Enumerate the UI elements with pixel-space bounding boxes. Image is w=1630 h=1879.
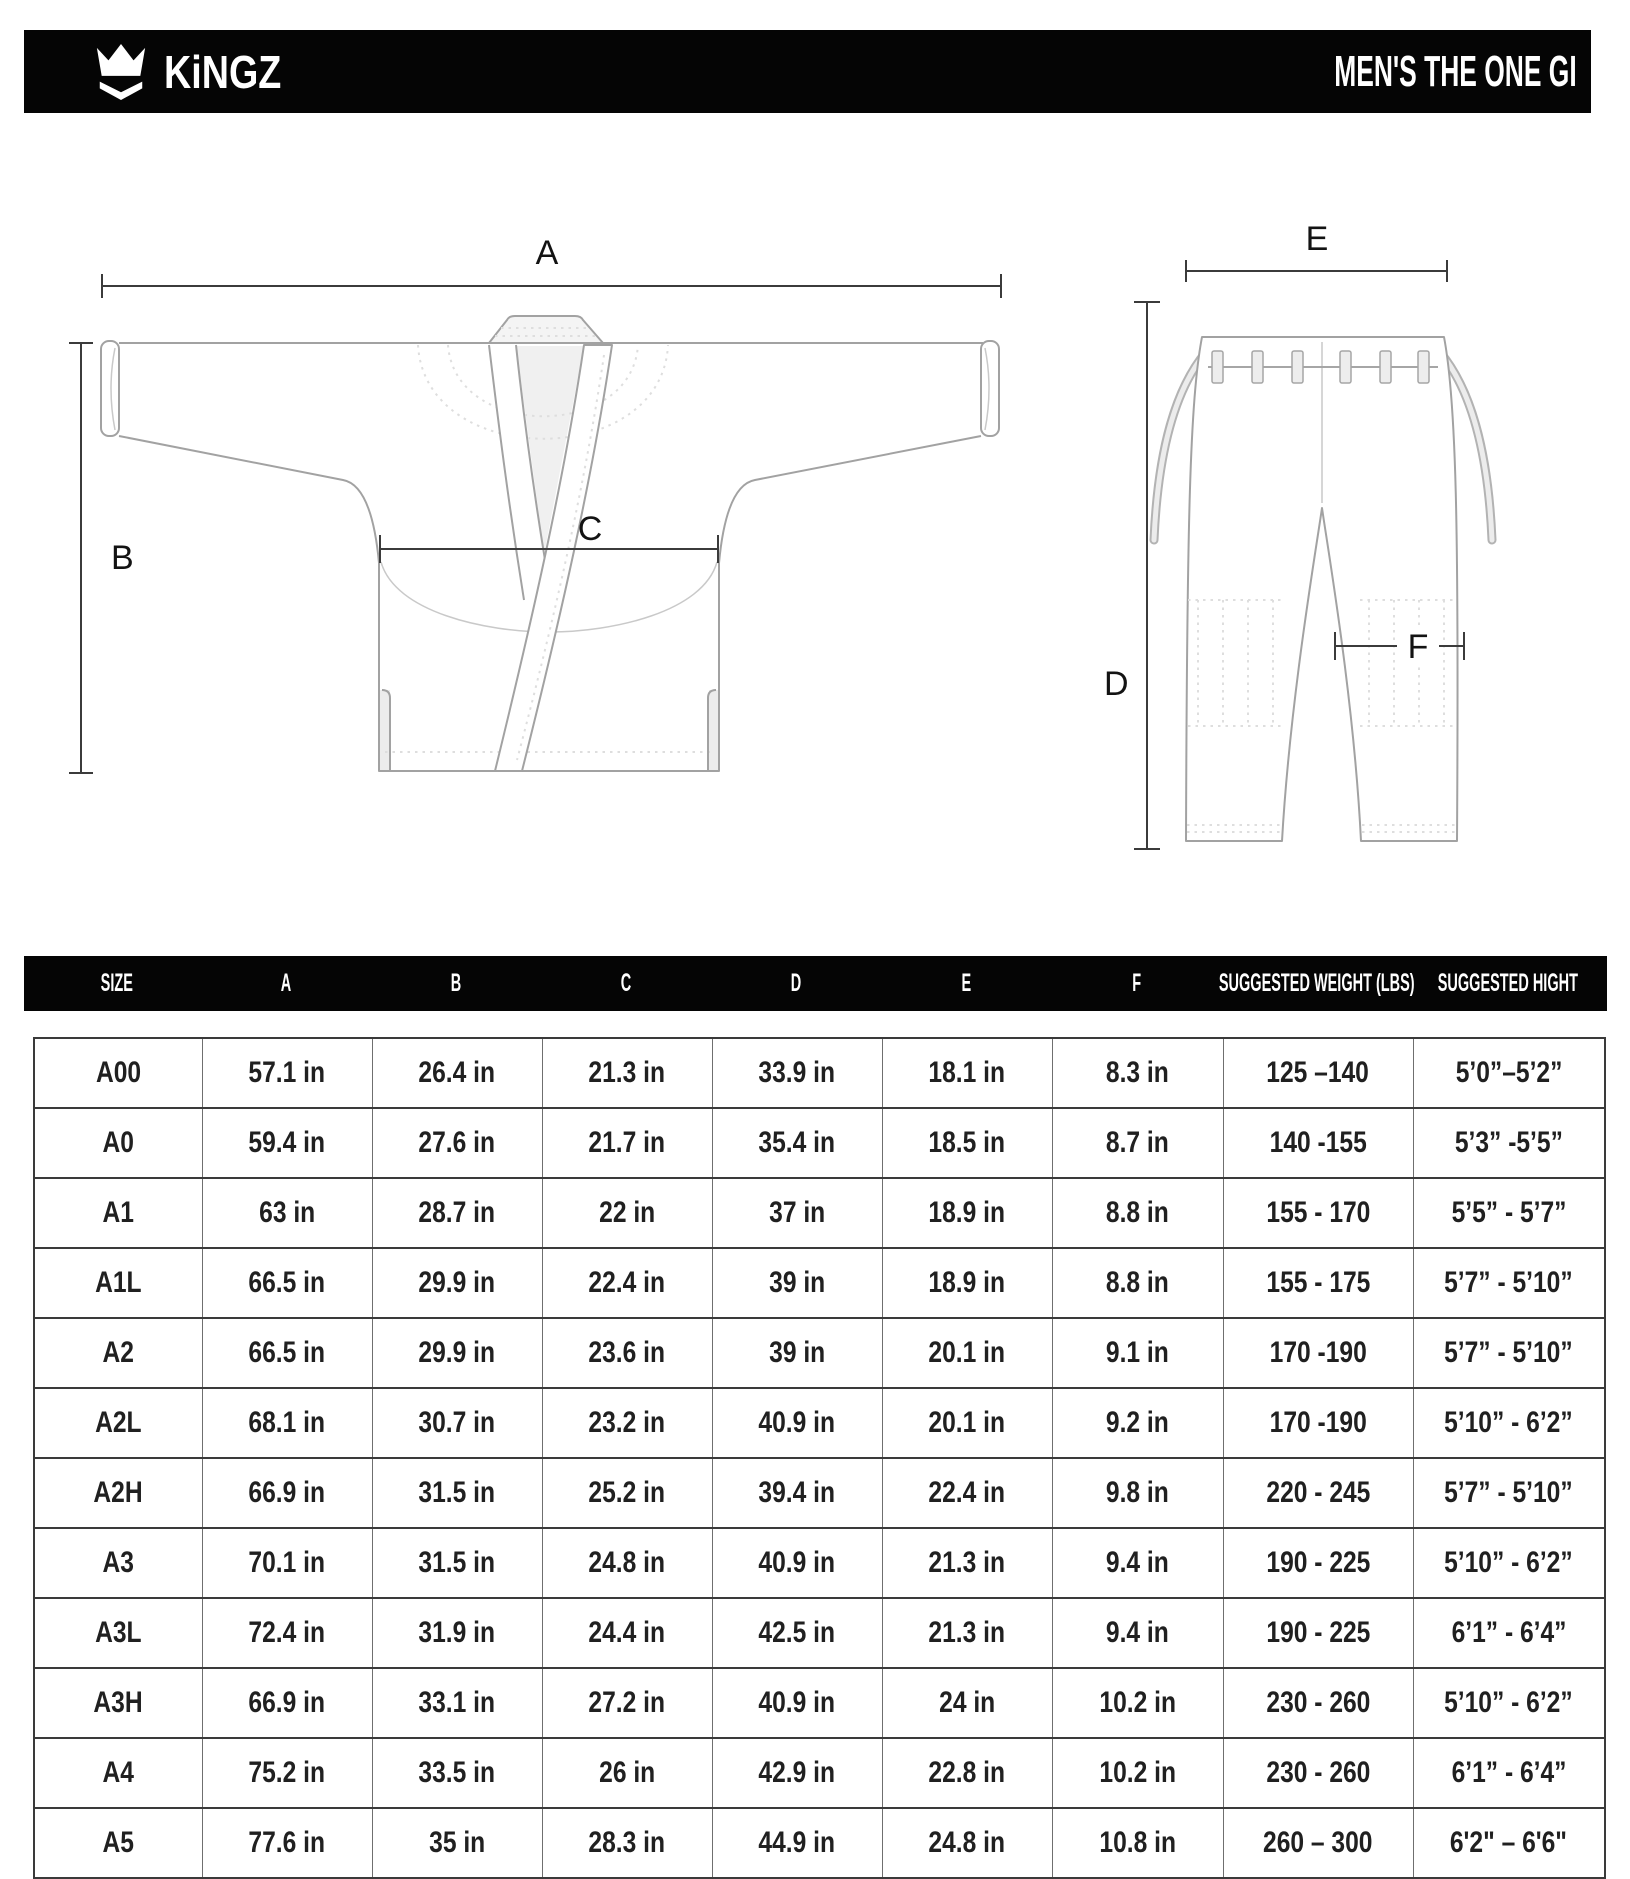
value-cell: 44.9 in xyxy=(712,1808,882,1878)
value-cell: 40.9 in xyxy=(712,1388,882,1458)
dim-label-b: B xyxy=(111,539,134,577)
value-cell: 190 - 225 xyxy=(1223,1528,1413,1598)
value-cell: 5’3” -5’5” xyxy=(1413,1108,1605,1178)
dim-label-f: F xyxy=(1407,628,1429,666)
table-row xyxy=(34,1668,1605,1738)
value-cell: 18.9 in xyxy=(882,1248,1052,1318)
value-cell: 25.2 in xyxy=(542,1458,712,1528)
value-cell: 5’7” - 5’10” xyxy=(1413,1248,1605,1318)
value-cell: 21.7 in xyxy=(542,1108,712,1178)
value-cell: 31.5 in xyxy=(372,1528,542,1598)
column-header-a: A xyxy=(280,969,292,997)
brand-bar xyxy=(24,30,1591,113)
value-cell: 27.2 in xyxy=(542,1668,712,1738)
value-cell: 22.8 in xyxy=(882,1738,1052,1808)
value-cell: 170 -190 xyxy=(1223,1388,1413,1458)
column-header-height: SUGGESTED HIGHT xyxy=(1437,969,1579,997)
value-cell: 6'2" – 6'6" xyxy=(1413,1808,1605,1878)
value-cell: 39 in xyxy=(712,1248,882,1318)
value-cell: 5’10” - 6’2” xyxy=(1413,1668,1605,1738)
column-header-f: F xyxy=(1132,969,1141,997)
value-cell: 9.2 in xyxy=(1052,1388,1223,1458)
value-cell: 155 - 175 xyxy=(1223,1248,1413,1318)
value-cell: 10.8 in xyxy=(1052,1808,1223,1878)
dim-label-e: E xyxy=(1305,220,1329,258)
size-cell: A2H xyxy=(34,1458,202,1528)
dim-label-c: C xyxy=(577,510,603,548)
table-row xyxy=(34,1808,1605,1878)
value-cell: 18.9 in xyxy=(882,1178,1052,1248)
dim-label-a: A xyxy=(535,240,559,272)
value-cell: 40.9 in xyxy=(712,1668,882,1738)
value-cell: 57.1 in xyxy=(202,1038,372,1108)
brand-wordmark: KiNGZ xyxy=(164,45,282,98)
size-cell: A3L xyxy=(34,1598,202,1668)
value-cell: 230 - 260 xyxy=(1223,1738,1413,1808)
value-cell: 72.4 in xyxy=(202,1598,372,1668)
value-cell: 28.3 in xyxy=(542,1808,712,1878)
value-cell: 59.4 in xyxy=(202,1108,372,1178)
table-row xyxy=(34,1178,1605,1248)
left-cuff xyxy=(101,341,119,436)
table-row xyxy=(34,1388,1605,1458)
value-cell: 42.5 in xyxy=(712,1598,882,1668)
column-header-b: B xyxy=(450,969,462,997)
value-cell: 29.9 in xyxy=(372,1248,542,1318)
crown-icon xyxy=(92,44,150,100)
value-cell: 66.9 in xyxy=(202,1668,372,1738)
value-cell: 28.7 in xyxy=(372,1178,542,1248)
value-cell: 30.7 in xyxy=(372,1388,542,1458)
pants-diagram xyxy=(1080,220,1560,880)
value-cell: 33.1 in xyxy=(372,1668,542,1738)
column-header-c: C xyxy=(620,969,632,997)
value-cell: 155 - 170 xyxy=(1223,1178,1413,1248)
table-row xyxy=(34,1248,1605,1318)
value-cell: 33.9 in xyxy=(712,1038,882,1108)
value-cell: 9.4 in xyxy=(1052,1598,1223,1668)
size-cell: A2L xyxy=(34,1388,202,1458)
size-cell: A0 xyxy=(34,1108,202,1178)
value-cell: 18.5 in xyxy=(882,1108,1052,1178)
size-cell: A1 xyxy=(34,1178,202,1248)
value-cell: 8.8 in xyxy=(1052,1248,1223,1318)
column-header-d: D xyxy=(790,969,802,997)
value-cell: 22.4 in xyxy=(882,1458,1052,1528)
value-cell: 8.3 in xyxy=(1052,1038,1223,1108)
table-row xyxy=(34,1458,1605,1528)
value-cell: 35 in xyxy=(372,1808,542,1878)
value-cell: 6’1” - 6’4” xyxy=(1413,1598,1605,1668)
column-header-size: SIZE xyxy=(100,969,134,997)
size-cell: A00 xyxy=(34,1038,202,1108)
size-cell: A1L xyxy=(34,1248,202,1318)
value-cell: 9.4 in xyxy=(1052,1528,1223,1598)
value-cell: 66.9 in xyxy=(202,1458,372,1528)
table-row xyxy=(34,1038,1605,1108)
value-cell: 26 in xyxy=(542,1738,712,1808)
size-cell: A4 xyxy=(34,1738,202,1808)
value-cell: 170 -190 xyxy=(1223,1318,1413,1388)
value-cell: 40.9 in xyxy=(712,1528,882,1598)
value-cell: 24.8 in xyxy=(882,1808,1052,1878)
column-header-weight: SUGGESTED WEIGHT (LBS) xyxy=(1219,969,1415,997)
value-cell: 10.2 in xyxy=(1052,1738,1223,1808)
value-cell: 26.4 in xyxy=(372,1038,542,1108)
table-row xyxy=(34,1528,1605,1598)
value-cell: 70.1 in xyxy=(202,1528,372,1598)
value-cell: 18.1 in xyxy=(882,1038,1052,1108)
value-cell: 68.1 in xyxy=(202,1388,372,1458)
value-cell: 5’7” - 5’10” xyxy=(1413,1318,1605,1388)
table-row xyxy=(34,1598,1605,1668)
value-cell: 5’10” - 6’2” xyxy=(1413,1388,1605,1458)
value-cell: 5’10” - 6’2” xyxy=(1413,1528,1605,1598)
table-row xyxy=(34,1108,1605,1178)
value-cell: 140 -155 xyxy=(1223,1108,1413,1178)
value-cell: 66.5 in xyxy=(202,1248,372,1318)
value-cell: 24.8 in xyxy=(542,1528,712,1598)
dim-label-d: D xyxy=(1104,665,1129,703)
value-cell: 220 - 245 xyxy=(1223,1458,1413,1528)
right-cuff xyxy=(981,341,999,436)
value-cell: 20.1 in xyxy=(882,1318,1052,1388)
value-cell: 21.3 in xyxy=(882,1598,1052,1668)
value-cell: 39.4 in xyxy=(712,1458,882,1528)
value-cell: 22.4 in xyxy=(542,1248,712,1318)
value-cell: 29.9 in xyxy=(372,1318,542,1388)
value-cell: 42.9 in xyxy=(712,1738,882,1808)
size-cell: A3H xyxy=(34,1668,202,1738)
value-cell: 37 in xyxy=(712,1178,882,1248)
value-cell: 8.7 in xyxy=(1052,1108,1223,1178)
value-cell: 77.6 in xyxy=(202,1808,372,1878)
value-cell: 9.1 in xyxy=(1052,1318,1223,1388)
value-cell: 9.8 in xyxy=(1052,1458,1223,1528)
value-cell: 260 – 300 xyxy=(1223,1808,1413,1878)
value-cell: 8.8 in xyxy=(1052,1178,1223,1248)
size-cell: A5 xyxy=(34,1808,202,1878)
value-cell: 6’1” - 6’4” xyxy=(1413,1738,1605,1808)
value-cell: 35.4 in xyxy=(712,1108,882,1178)
value-cell: 23.6 in xyxy=(542,1318,712,1388)
value-cell: 39 in xyxy=(712,1318,882,1388)
value-cell: 5’7” - 5’10” xyxy=(1413,1458,1605,1528)
value-cell: 21.3 in xyxy=(882,1528,1052,1598)
column-header-e: E xyxy=(961,969,971,997)
value-cell: 5’5” - 5’7” xyxy=(1413,1178,1605,1248)
value-cell: 31.9 in xyxy=(372,1598,542,1668)
value-cell: 10.2 in xyxy=(1052,1668,1223,1738)
jacket-diagram xyxy=(55,240,1045,820)
page-title: MEN'S THE ONE GI xyxy=(1334,46,1577,96)
value-cell: 5’0”–5’2” xyxy=(1413,1038,1605,1108)
value-cell: 230 - 260 xyxy=(1223,1668,1413,1738)
size-table-body xyxy=(34,1038,1605,1878)
value-cell: 22 in xyxy=(542,1178,712,1248)
size-cell: A3 xyxy=(34,1528,202,1598)
size-table-header xyxy=(24,956,1607,1011)
size-cell: A2 xyxy=(34,1318,202,1388)
value-cell: 66.5 in xyxy=(202,1318,372,1388)
value-cell: 75.2 in xyxy=(202,1738,372,1808)
value-cell: 27.6 in xyxy=(372,1108,542,1178)
value-cell: 63 in xyxy=(202,1178,372,1248)
size-table xyxy=(33,1037,1606,1879)
brand-logo xyxy=(24,44,307,100)
value-cell: 24 in xyxy=(882,1668,1052,1738)
table-row xyxy=(34,1738,1605,1808)
table-row xyxy=(34,1318,1605,1388)
value-cell: 21.3 in xyxy=(542,1038,712,1108)
value-cell: 24.4 in xyxy=(542,1598,712,1668)
value-cell: 31.5 in xyxy=(372,1458,542,1528)
value-cell: 33.5 in xyxy=(372,1738,542,1808)
value-cell: 20.1 in xyxy=(882,1388,1052,1458)
value-cell: 125 –140 xyxy=(1223,1038,1413,1108)
value-cell: 23.2 in xyxy=(542,1388,712,1458)
value-cell: 190 - 225 xyxy=(1223,1598,1413,1668)
